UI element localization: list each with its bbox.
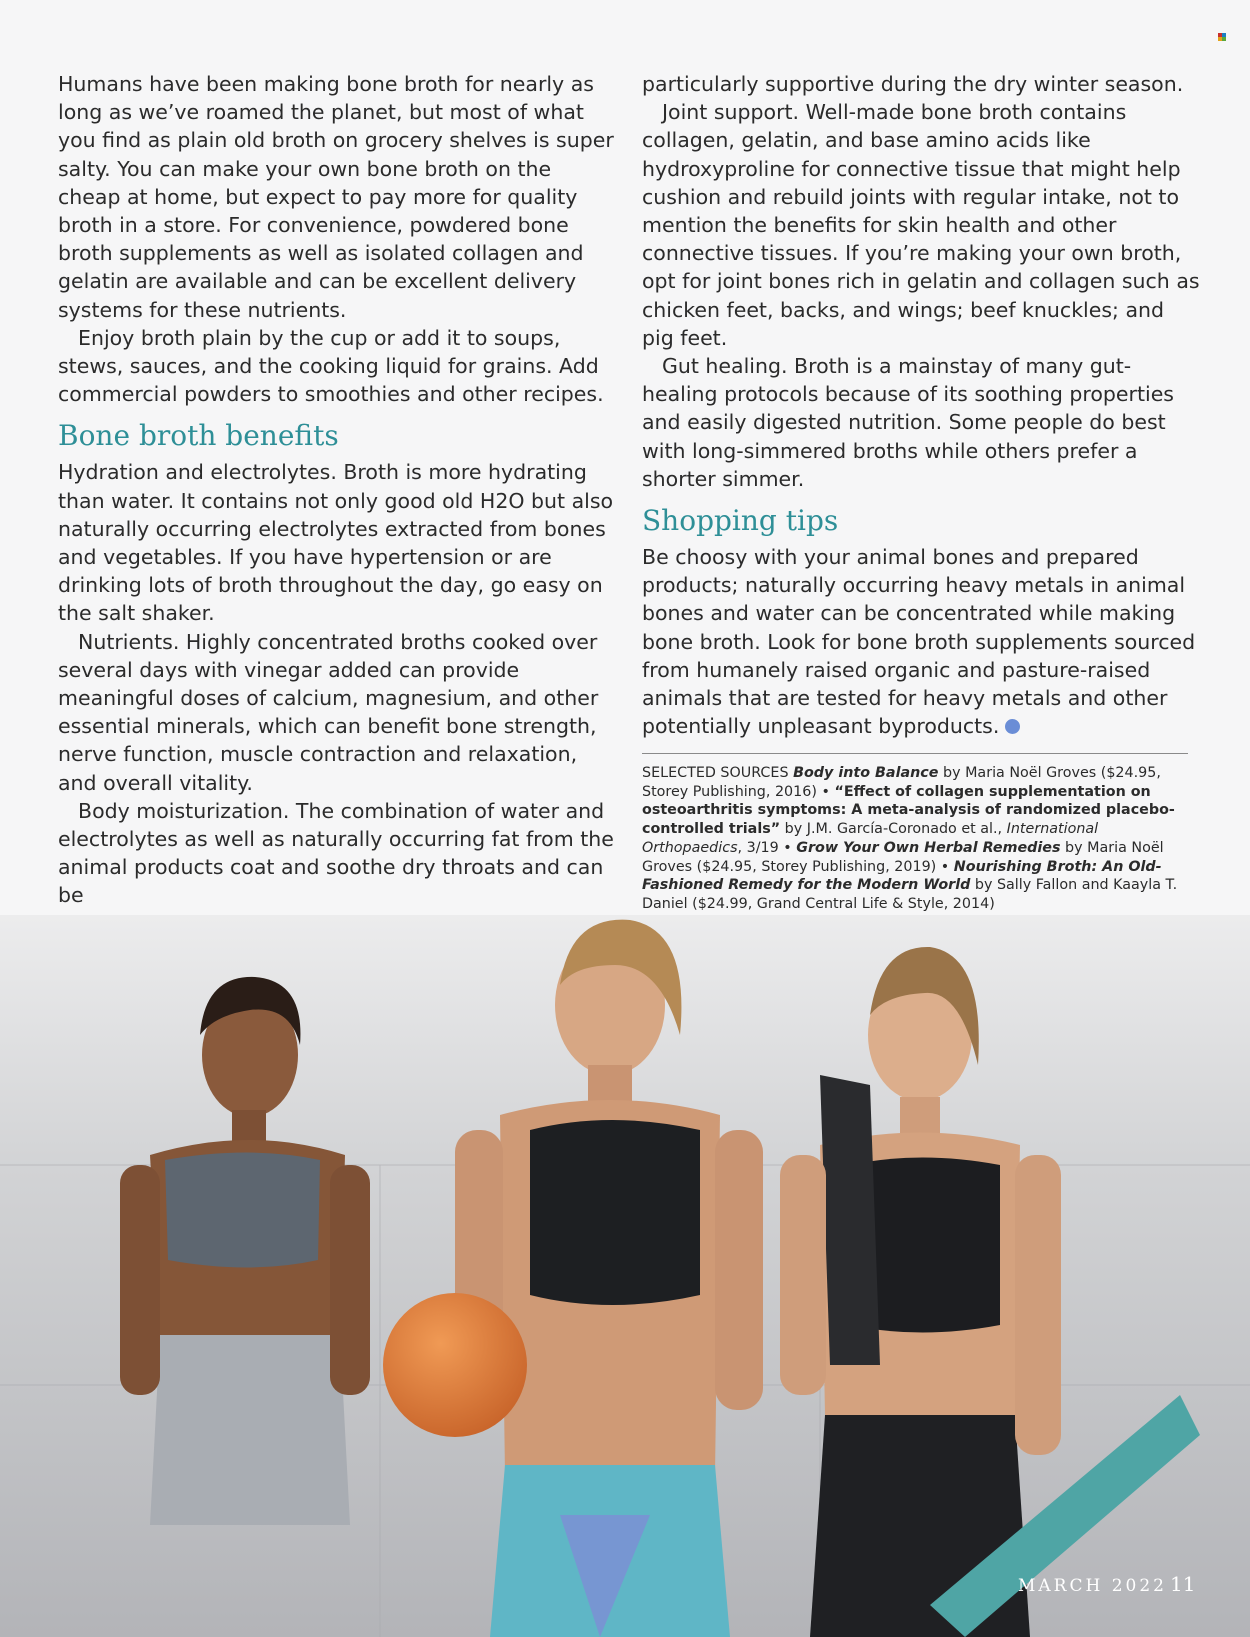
- source-title: Body into Balance: [793, 765, 939, 781]
- hydration-paragraph: Hydration and electrolytes. Broth is more hydrating than water. It contains not only good old H2O but also naturally occurring electrolytes extracted from bones and vegetables. If you have hypertension or are drinking lots of broth throughout the day, go easy on the salt shaker.: [58, 460, 614, 626]
- gut-healing-paragraph: Gut healing. Broth is a mainstay of many gut-healing protocols because of its soothing properties and easily digested nutrition. Some people do best with long-simmered broths while others prefer a shorter simmer.: [642, 354, 1174, 491]
- issue-date: MARCH 2022: [1018, 1576, 1167, 1596]
- color-registration-icon: [1218, 33, 1226, 41]
- right-column: [642, 70, 1202, 740]
- sources-label: SELECTED SOURCES: [642, 765, 789, 781]
- nutrients-paragraph: Nutrients. Highly concentrated broths cooked over several days with vinegar added can provide meaningful doses of calcium, magnesium, and other essential minerals, which can benefit bone strength, nerve function, muscle contraction and relaxation, and overall vitality.: [58, 629, 599, 795]
- moisturization-paragraph: Body moisturization. The combination of water and electrolytes as well as naturally occurring fat from the animal products coat and soothe dry throats and can be: [58, 798, 614, 908]
- joint-support-paragraph: Joint support. Well-made bone broth contains collagen, gelatin, and base amino acids like hydroxyproline for connective tissue that might help cushion and rebuild joints with regular intake, not to mention the benefits for skin health and other connective tissues. If you’re making your own broth, opt for joint bones rich in gelatin and collagen such as chicken feet, backs, and wings; beef knuckles; and pig feet.: [642, 100, 1200, 350]
- journal-name: International Orthopaedics: [642, 821, 1099, 856]
- basketball: [383, 1293, 527, 1437]
- source-title: Nourishing Broth: An Old-Fashioned Remedy for the Modern World: [642, 858, 1162, 894]
- left-column: [58, 70, 618, 910]
- winter-paragraph: particularly supportive during the dry winter season.: [642, 72, 1184, 96]
- serving-paragraph: Enjoy broth plain by the cup or add it to soups, stews, sauces, and the cooking liquid for grains. Add commercial powders to smoothies and other recipes.: [58, 325, 604, 407]
- photo-illustration: [0, 915, 1250, 1637]
- benefits-heading: Bone broth benefits: [58, 419, 339, 453]
- end-mark-icon: [1005, 719, 1020, 734]
- intro-paragraph: Humans have been making bone broth for nearly as long as we’ve roamed the planet, but most of what you find as plain old broth on grocery shelves is super salty. You can make your own bone broth on the cheap at home, but expect to pay more for quality broth in a store. For convenience, powdered bone broth supplements as well as isolated collagen and gelatin are available and can be excellent delivery systems for these nutrients.: [58, 72, 614, 322]
- shopping-heading: Shopping tips: [642, 504, 839, 538]
- selected-sources: SELECTED SOURCES Body into Balance by Maria Noël Groves ($24.95, Storey Publishing, 2016) • “Effect of collagen supplementation on osteoarthritis symptoms: A meta-analysis of randomized placebo-controlled trials” by J.M. García-Coronado et al., International Orthopaedics, 3/19 • Grow Your Own Herbal Remedies by Maria Noël Groves ($24.95, Storey Publishing, 2019) • Nourishing Broth: An Old-Fashioned Remedy for the Modern World by Sally Fallon and Kaayla T. Daniel ($24.99, Grand Central Life & Style, 2014): [642, 753, 1188, 914]
- page-number: 11: [1170, 1572, 1196, 1596]
- shopping-paragraph: Be choosy with your animal bones and prepared products; naturally occurring heavy metals in animal bones and water can be concentrated while making bone broth. Look for bone broth supplements sourced from humanely raised organic and pasture-raised animals that are tested for heavy metals and other potentially unpleasant byproducts.: [642, 545, 1196, 739]
- source-title: “Effect of collagen supplementation on osteoarthritis symptoms: A meta-analysis of randomized placebo-controlled trials”: [642, 783, 1175, 838]
- source-title: Grow Your Own Herbal Remedies: [796, 839, 1061, 856]
- fitness-photo: [0, 915, 1250, 1637]
